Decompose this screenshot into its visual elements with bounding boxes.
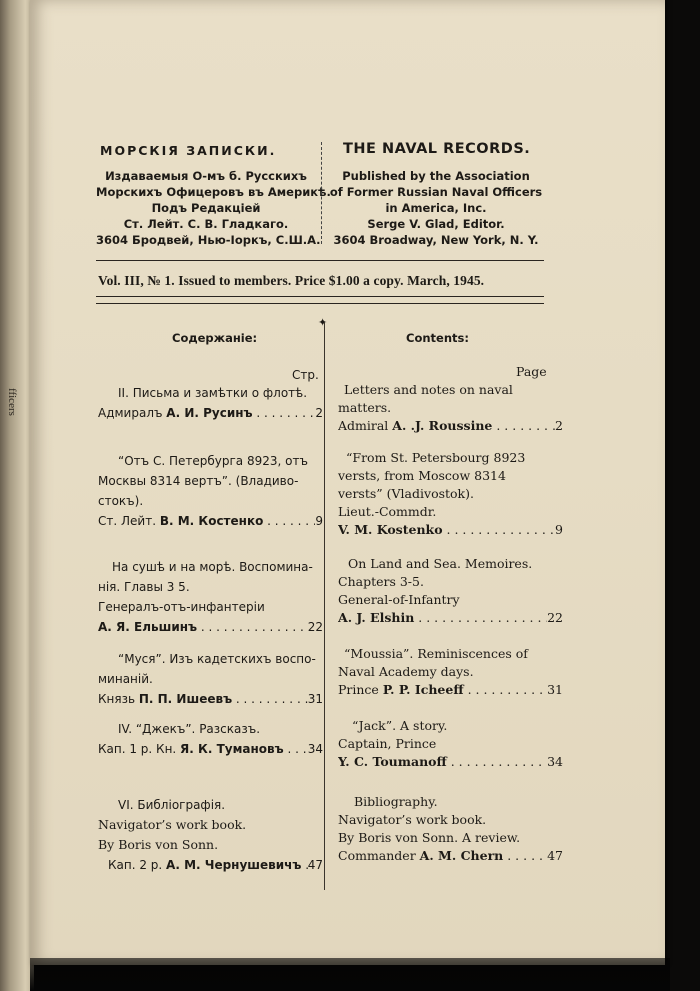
spine-text: fficers bbox=[6, 388, 18, 416]
entry-author: Князь П. П. Ишеевъ . . . bbox=[98, 689, 308, 709]
entry-title-line: Генералъ-отъ-инфантеріи bbox=[98, 600, 265, 614]
entry-title-line: Navigator’s work book. bbox=[98, 817, 247, 832]
entry-page-number: 47 bbox=[307, 858, 323, 872]
entry-title-line: Москвы 8314 вертъ”. (Владиво- bbox=[98, 474, 299, 488]
entry-page-number: 22 bbox=[547, 610, 563, 625]
entry-title-line: By Boris von Sonn. A review. bbox=[338, 830, 521, 845]
entry-author: Адмиралъ А. И. Русинъ . . . bbox=[98, 403, 315, 423]
entry-title-line: II. Письма и замѣтки о флотѣ. bbox=[118, 386, 308, 400]
entry-author: V. M. Kostenko . . . bbox=[338, 521, 555, 539]
entry-author: Y. C. Toumanoff . . . bbox=[338, 753, 547, 771]
english-publisher-line: Serge V. Glad, Editor. bbox=[367, 217, 505, 231]
entry-title-line: “Муся”. Изъ кадетскихъ воспо- bbox=[118, 652, 316, 666]
entry-page-number: 2 bbox=[315, 406, 323, 420]
entry-page-number: 34 bbox=[307, 742, 323, 756]
english-title: THE NAVAL RECORDS. bbox=[343, 141, 531, 157]
entry-page-number: 31 bbox=[547, 682, 563, 697]
toc-entry-ru bbox=[98, 719, 323, 759]
entry-title-line: Letters and notes on naval bbox=[344, 382, 513, 397]
entry-title-line: “From St. Petersbourg 8923 bbox=[346, 450, 526, 465]
entry-title-line: Bibliography. bbox=[354, 794, 438, 809]
toc-heading-en: Contents: bbox=[406, 331, 469, 345]
entry-author-row bbox=[98, 689, 323, 709]
russian-publisher-block bbox=[96, 168, 331, 248]
issue-rule-upper bbox=[96, 296, 544, 297]
entry-title-line: “Jack”. A story. bbox=[352, 718, 448, 733]
russian-publisher-line: Ст. Лейт. С. В. Гладкаго. bbox=[123, 217, 289, 231]
english-publisher-block bbox=[322, 168, 550, 248]
english-publisher-line: 3604 Broadway, New York, N. Y. bbox=[333, 233, 539, 247]
russian-title: МОРСКІЯ ЗАПИСКИ. bbox=[100, 143, 277, 158]
toc-entry-en bbox=[338, 645, 563, 699]
entry-author: Admiral A. .J. Roussine . . . bbox=[338, 417, 555, 435]
english-publisher-line: in America, Inc. bbox=[385, 201, 487, 215]
entry-page-number: 9 bbox=[315, 514, 323, 528]
english-publisher-line: of Former Russian Naval Officers bbox=[329, 185, 543, 199]
entry-title-line: Captain, Prince bbox=[338, 736, 437, 751]
toc-entry-en bbox=[338, 381, 563, 435]
entry-author: A. J. Elshin . . . bbox=[338, 609, 547, 627]
entry-author-row bbox=[98, 855, 323, 875]
russian-publisher-line: 3604 Бродвей, Нью-Іоркъ, С.Ш.А. bbox=[96, 233, 321, 247]
entry-title-line: “Moussia”. Reminiscences of bbox=[344, 646, 528, 661]
entry-title-line: versts, from Moscow 8314 bbox=[338, 468, 506, 483]
toc-entry-en bbox=[338, 555, 563, 627]
page-label-en: Page bbox=[516, 364, 547, 379]
issue-line: Vol. III, № 1. Issued to members. Price $1.00 a copy. March, 1945. bbox=[98, 273, 485, 288]
russian-publisher-line: Издаваемыя О-мъ б. Русскихъ bbox=[105, 169, 307, 183]
entry-page-number: 31 bbox=[307, 692, 323, 706]
entry-author: А. Я. Ельшинъ . . . bbox=[98, 617, 308, 637]
page-label-ru: Стр. bbox=[292, 368, 319, 382]
toc-entry-ru bbox=[98, 451, 323, 531]
entry-title-line: Naval Academy days. bbox=[338, 664, 474, 679]
russian-publisher-line: Морскихъ Офицеровъ въ Америкѣ. bbox=[96, 185, 331, 199]
toc-entry-en bbox=[338, 717, 563, 771]
entry-author-row bbox=[338, 521, 563, 539]
entry-author: Prince P. P. Icheeff . . . bbox=[338, 681, 547, 699]
entry-page-number: 22 bbox=[307, 620, 323, 634]
entry-author-row bbox=[98, 739, 323, 759]
entry-title-line: versts” (Vladivostok). bbox=[338, 486, 474, 501]
entry-author: Кап. 1 р. Кн. Я. К. Тумановъ . . . bbox=[98, 739, 308, 759]
entry-title-line: matters. bbox=[338, 400, 392, 415]
entry-title-line: нія. Главы 3 5. bbox=[98, 580, 190, 594]
entry-title-line: стокъ). bbox=[98, 494, 144, 508]
entry-author-row bbox=[338, 417, 563, 435]
entry-author-row bbox=[338, 753, 563, 771]
entry-author-row bbox=[338, 609, 563, 627]
entry-author: Commander A. M. Chern . . . bbox=[338, 847, 547, 865]
entry-author-row bbox=[98, 617, 323, 637]
entry-author-row bbox=[338, 681, 563, 699]
entry-author: Кап. 2 р. А. М. Чернушевичъ . . . bbox=[108, 855, 308, 875]
entry-title-line: На сушѣ и на морѣ. Воспомина- bbox=[112, 560, 313, 574]
entry-author-row bbox=[98, 403, 323, 423]
book-spine bbox=[0, 0, 34, 991]
toc-entry-ru bbox=[98, 383, 323, 423]
entry-author: Ст. Лейт. В. М. Костенко . . . bbox=[98, 511, 315, 531]
entry-page-number: 2 bbox=[555, 418, 563, 433]
toc-heading-ru: Содержаніе: bbox=[172, 331, 258, 345]
entry-title-line: Navigator’s work book. bbox=[338, 812, 487, 827]
divider-ornament: ✦ bbox=[318, 317, 328, 329]
english-publisher-line: Published by the Association bbox=[342, 169, 530, 183]
entry-author-row bbox=[98, 511, 323, 531]
toc-entry-ru bbox=[98, 649, 323, 709]
toc-entry-en bbox=[338, 449, 563, 539]
entry-title-line: By Boris von Sonn. bbox=[98, 837, 219, 852]
entry-title-line: On Land and Sea. Memoires. bbox=[348, 556, 533, 571]
russian-publisher-line: Подъ Редакціей bbox=[151, 201, 261, 215]
toc-entry-ru bbox=[98, 557, 323, 637]
entry-page-number: 47 bbox=[547, 848, 563, 863]
entry-page-number: 9 bbox=[555, 522, 563, 537]
page-bottom-shadow bbox=[30, 958, 670, 991]
toc-entry-ru bbox=[98, 795, 323, 875]
issue-rule-lower bbox=[96, 303, 544, 304]
toc-entry-en bbox=[338, 793, 563, 865]
entry-title-line: минаній. bbox=[98, 672, 153, 686]
entry-title-line: Lieut.-Commdr. bbox=[338, 504, 437, 519]
entry-title-line: IV. “Джекъ”. Разсказъ. bbox=[118, 722, 261, 736]
entry-page-number: 34 bbox=[547, 754, 563, 769]
column-divider bbox=[324, 322, 325, 890]
entry-title-line: Chapters 3-5. bbox=[338, 574, 424, 589]
entry-title-line: VI. Библіографія. bbox=[118, 798, 226, 812]
entry-title-line: General-of-Infantry bbox=[338, 592, 460, 607]
entry-author-row bbox=[338, 847, 563, 865]
entry-title-line: “Отъ С. Петербурга 8923, отъ bbox=[118, 454, 308, 468]
top-rule bbox=[96, 260, 544, 261]
